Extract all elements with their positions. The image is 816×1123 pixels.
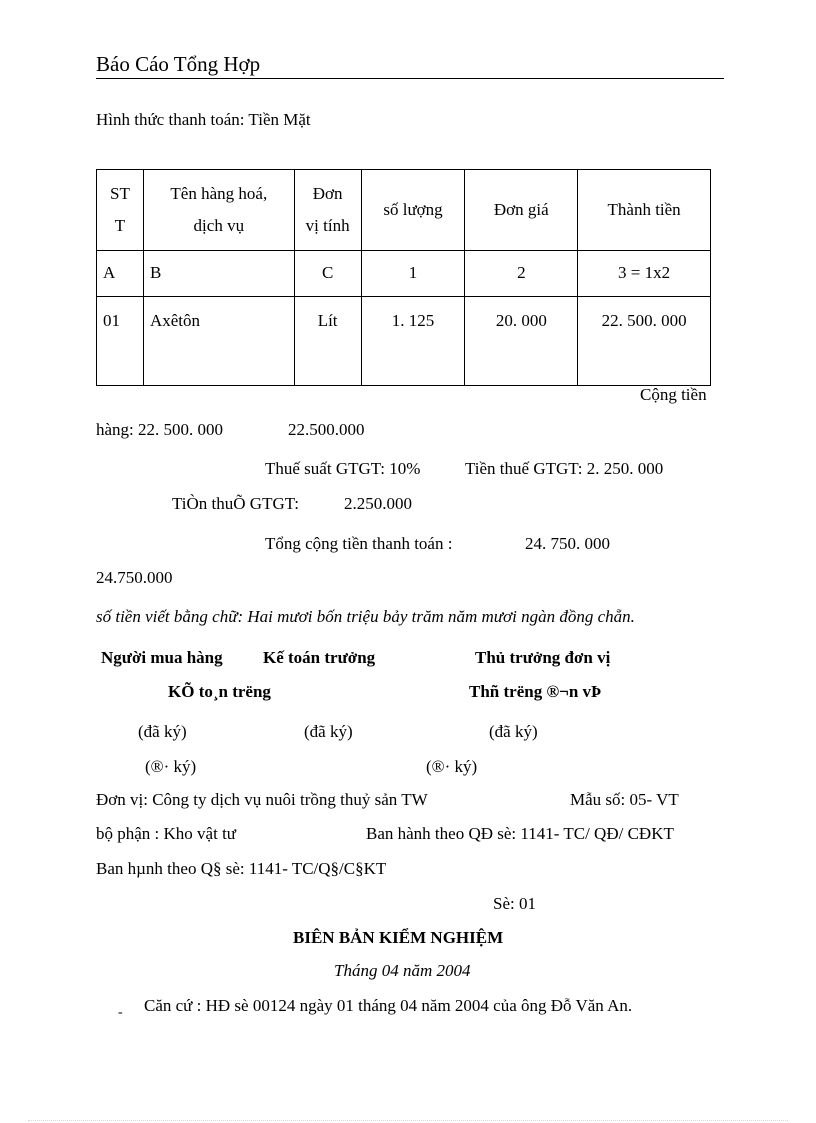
signed-buyer: (đã ký) <box>138 722 187 741</box>
table-cell: A <box>97 251 144 297</box>
grand-total-value: 24. 750. 000 <box>525 534 610 553</box>
vat-garbled-label: TiÒn thuÕ GTGT: <box>172 494 299 513</box>
table-cell: Lít <box>294 297 361 386</box>
report-basis: Căn cứ : HĐ sè 00124 ngày 01 tháng 04 năm 2004 của ông Đỗ Văn An. <box>144 996 633 1015</box>
table-cell: 1 <box>361 251 465 297</box>
goods-total-plain: 22.500.000 <box>288 420 365 439</box>
department: bộ phận : Kho vật tư <box>96 824 237 843</box>
signature-accountant-garbled: KÕ to¸n trëng <box>168 682 271 701</box>
report-title: BIÊN BẢN KIỂM NGHIỆM <box>293 928 504 947</box>
amount-in-words: số tiền viết bằng chữ: Hai mươi bốn triệu bảy trăm năm mươi ngàn đồng chẵn. <box>96 607 635 626</box>
report-date: Tháng 04 năm 2004 <box>334 961 471 980</box>
col-header-amount: Thành tiền <box>578 170 711 251</box>
signed-head: (đã ký) <box>489 722 538 741</box>
signed-garbled-left: (®· ký) <box>145 757 197 776</box>
table-header-row <box>97 170 711 251</box>
goods-total-line: hàng: 22. 500. 000 <box>96 420 224 439</box>
form-number: Mẫu số: 05- VT <box>570 790 679 809</box>
col-header-price: Đơn giá <box>465 170 578 251</box>
table-index-row <box>97 251 711 297</box>
goods-total-label: Cộng tiền <box>640 385 707 404</box>
decision-reference-garbled: Ban hµnh theo Q§ sè: 1141- TC/Q§/C§KT <box>96 859 387 878</box>
col-header-name: Tên hàng hoá, dịch vụ <box>143 170 294 251</box>
header-rule <box>96 78 724 79</box>
grand-total-plain: 24.750.000 <box>96 568 173 587</box>
invoice-table <box>96 169 711 386</box>
grand-total-label: Tổng cộng tiền thanh toán : <box>265 534 453 553</box>
table-cell: Axêtôn <box>143 297 294 386</box>
payment-method: Hình thức thanh toán: Tiền Mặt <box>96 110 311 129</box>
table-cell: 22. 500. 000 <box>578 297 711 386</box>
col-header-stt: ST T <box>97 170 144 251</box>
signature-head-garbled: Thñ trëng ®¬n vÞ <box>469 682 602 701</box>
bullet-dash: - <box>118 1005 123 1020</box>
footer-divider <box>28 1120 788 1121</box>
table-cell: 20. 000 <box>465 297 578 386</box>
org-unit: Đơn vị: Công ty dịch vụ nuôi trồng thuỷ sản TW <box>96 790 428 809</box>
signed-accountant: (đã ký) <box>304 722 353 741</box>
table-cell: 3 = 1x2 <box>578 251 711 297</box>
signature-accountant-label: Kế toán trưởng <box>263 648 376 667</box>
page-header-title: Báo Cáo Tổng Hợp <box>96 52 261 76</box>
signature-head-label: Thủ trưởng đơn vị <box>475 648 611 667</box>
table-row <box>97 297 711 386</box>
col-header-quantity: số lượng <box>361 170 465 251</box>
table-cell: 01 <box>97 297 144 386</box>
vat-garbled-value: 2.250.000 <box>344 494 412 513</box>
table-cell: B <box>143 251 294 297</box>
table-cell: C <box>294 251 361 297</box>
vat-rate: Thuế suất GTGT: 10% <box>265 459 421 478</box>
vat-amount: Tiền thuế GTGT: 2. 250. 000 <box>465 459 664 478</box>
signature-buyer-label: Người mua hàng <box>101 648 223 667</box>
table-cell: 2 <box>465 251 578 297</box>
col-header-unit: Đơn vị tính <box>294 170 361 251</box>
table-cell: 1. 125 <box>361 297 465 386</box>
decision-reference: Ban hành theo QĐ sè: 1141- TC/ QĐ/ CĐKT <box>366 824 674 843</box>
document-number: Sè: 01 <box>493 894 536 913</box>
signed-garbled-right: (®· ký) <box>426 757 478 776</box>
